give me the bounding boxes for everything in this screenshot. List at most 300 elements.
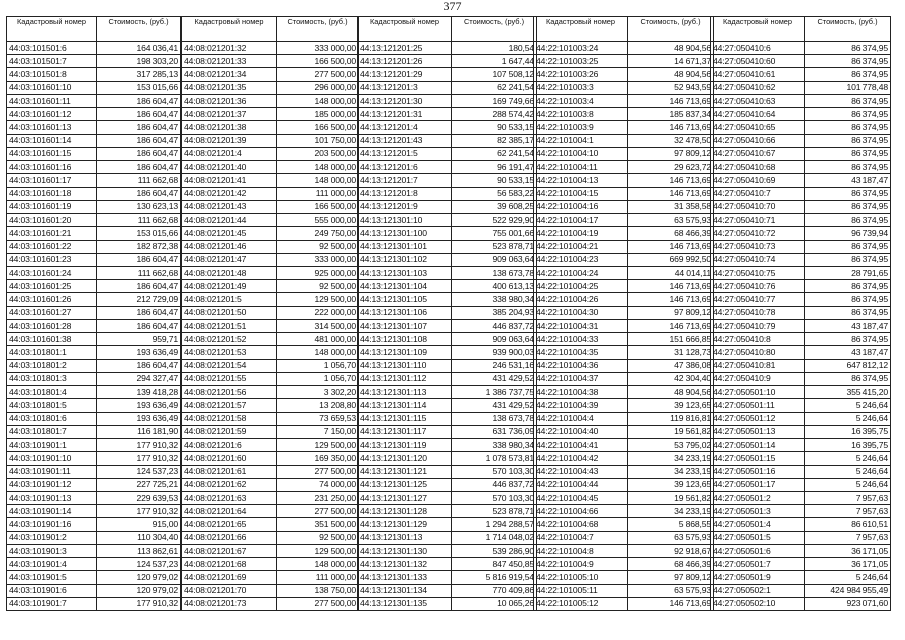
cost-cell: 148 000,00 bbox=[277, 161, 359, 174]
cadastral-number-cell: 44:03:101601:38 bbox=[7, 333, 97, 346]
cadastral-number-cell: 44:03:101801:4 bbox=[7, 386, 97, 399]
cost-cell: 146 713,69 bbox=[628, 293, 714, 306]
cost-cell: 153 015,66 bbox=[97, 227, 181, 240]
cadastral-number-cell: 44:03:101901:10 bbox=[7, 452, 97, 465]
table-row bbox=[7, 227, 181, 240]
table-row bbox=[711, 491, 891, 504]
cost-cell: 86 374,95 bbox=[805, 187, 891, 200]
cadastral-number-cell: 44:08:021201:55 bbox=[182, 372, 277, 385]
cost-cell: 138 673,78 bbox=[452, 412, 537, 425]
table-row bbox=[534, 571, 714, 584]
cadastral-number-cell: 44:08:021201:4 bbox=[182, 147, 277, 160]
cost-cell: 148 000,00 bbox=[277, 94, 359, 107]
cost-cell: 5 868,55 bbox=[628, 518, 714, 531]
cadastral-number-cell: 44:13:121301:121 bbox=[358, 465, 452, 478]
cadastral-number-cell: 44:27:050410:62 bbox=[711, 81, 805, 94]
cadastral-number-cell: 44:22:101005:10 bbox=[534, 571, 628, 584]
cost-cell: 385 204,93 bbox=[452, 306, 537, 319]
table-row bbox=[7, 333, 181, 346]
cost-cell: 148 000,00 bbox=[277, 558, 359, 571]
cost-cell: 44 014,11 bbox=[628, 266, 714, 279]
table-row bbox=[711, 319, 891, 332]
cost-cell: 522 929,90 bbox=[452, 214, 537, 227]
cadastral-number-cell: 44:22:101004:15 bbox=[534, 187, 628, 200]
cost-cell: 5 246,64 bbox=[805, 399, 891, 412]
cost-cell: 355 415,20 bbox=[805, 386, 891, 399]
cadastral-number-cell: 44:13:121301:115 bbox=[358, 412, 452, 425]
table-row bbox=[534, 306, 714, 319]
cost-cell: 231 250,00 bbox=[277, 491, 359, 504]
table-row bbox=[358, 399, 537, 412]
cadastral-number-cell: 44:22:101004:42 bbox=[534, 452, 628, 465]
cost-cell: 5 246,64 bbox=[805, 452, 891, 465]
table-row bbox=[711, 68, 891, 81]
cost-cell: 185 000,00 bbox=[277, 108, 359, 121]
cadastral-number-cell: 44:03:101601:15 bbox=[7, 147, 97, 160]
table-row bbox=[711, 597, 891, 610]
table-row bbox=[7, 68, 181, 81]
table-row bbox=[711, 42, 891, 55]
table-row bbox=[534, 280, 714, 293]
cadastral-number-cell: 44:22:101004:4 bbox=[534, 412, 628, 425]
cadastral-number-cell: 44:08:021201:51 bbox=[182, 319, 277, 332]
table-header-row bbox=[358, 17, 537, 42]
table-row bbox=[358, 505, 537, 518]
table-row bbox=[182, 597, 359, 610]
cadastral-number-cell: 44:22:101004:11 bbox=[534, 161, 628, 174]
table-row bbox=[534, 266, 714, 279]
cost-cell: 82 385,17 bbox=[452, 134, 537, 147]
cadastral-number-cell: 44:27:050410:73 bbox=[711, 240, 805, 253]
cadastral-number-cell: 44:13:121301:103 bbox=[358, 266, 452, 279]
table-row bbox=[534, 425, 714, 438]
table-row bbox=[711, 531, 891, 544]
cost-cell: 86 374,95 bbox=[805, 200, 891, 213]
cost-cell: 86 374,95 bbox=[805, 280, 891, 293]
cadastral-number-cell: 44:03:101601:10 bbox=[7, 81, 97, 94]
cost-cell: 92 500,00 bbox=[277, 531, 359, 544]
cadastral-number-cell: 44:03:101901:7 bbox=[7, 597, 97, 610]
cost-cell: 166 500,00 bbox=[277, 121, 359, 134]
table-row bbox=[7, 55, 181, 68]
table-row bbox=[182, 174, 359, 187]
cost-cell: 148 000,00 bbox=[277, 174, 359, 187]
table-row bbox=[534, 465, 714, 478]
cost-cell: 29 623,72 bbox=[628, 161, 714, 174]
cadastral-table-3 bbox=[357, 16, 537, 611]
cost-cell: 86 374,95 bbox=[805, 121, 891, 134]
cadastral-number-cell: 44:27:050410:70 bbox=[711, 200, 805, 213]
cadastral-number-cell: 44:13:121301:104 bbox=[358, 280, 452, 293]
cost-cell: 146 713,69 bbox=[628, 240, 714, 253]
table-row bbox=[711, 147, 891, 160]
cadastral-number-cell: 44:13:121201:3 bbox=[358, 81, 452, 94]
cost-cell: 193 636,49 bbox=[97, 346, 181, 359]
cost-cell: 10 065,26 bbox=[452, 597, 537, 610]
cadastral-number-cell: 44:08:021201:48 bbox=[182, 266, 277, 279]
table-row bbox=[534, 293, 714, 306]
table-row bbox=[711, 584, 891, 597]
cadastral-number-cell: 44:27:050501:16 bbox=[711, 465, 805, 478]
cadastral-number-cell: 44:22:101004:45 bbox=[534, 491, 628, 504]
cadastral-number-cell: 44:08:021201:42 bbox=[182, 187, 277, 200]
header-cost: Стоимость, (руб.) bbox=[97, 17, 181, 42]
cadastral-number-cell: 44:03:101901:14 bbox=[7, 505, 97, 518]
cadastral-number-cell: 44:08:021201:54 bbox=[182, 359, 277, 372]
cadastral-number-cell: 44:08:021201:38 bbox=[182, 121, 277, 134]
table-row bbox=[182, 42, 359, 55]
cadastral-number-cell: 44:27:050501:7 bbox=[711, 558, 805, 571]
table-row bbox=[358, 531, 537, 544]
cost-cell: 107 508,12 bbox=[452, 68, 537, 81]
table-row bbox=[711, 280, 891, 293]
cadastral-number-cell: 44:27:050410:77 bbox=[711, 293, 805, 306]
cadastral-number-cell: 44:03:101601:17 bbox=[7, 174, 97, 187]
cadastral-number-cell: 44:13:121301:135 bbox=[358, 597, 452, 610]
cost-cell: 5 246,64 bbox=[805, 571, 891, 584]
cadastral-number-cell: 44:27:050410:78 bbox=[711, 306, 805, 319]
cadastral-number-cell: 44:22:101004:43 bbox=[534, 465, 628, 478]
table-row bbox=[534, 399, 714, 412]
cost-cell: 182 872,38 bbox=[97, 240, 181, 253]
cost-cell: 31 358,58 bbox=[628, 200, 714, 213]
table-row bbox=[7, 319, 181, 332]
cost-cell: 92 918,67 bbox=[628, 544, 714, 557]
table-row bbox=[358, 147, 537, 160]
table-row bbox=[7, 505, 181, 518]
table-row bbox=[7, 108, 181, 121]
table-row bbox=[7, 81, 181, 94]
table-row bbox=[534, 319, 714, 332]
table-row bbox=[358, 465, 537, 478]
cost-cell: 68 466,39 bbox=[628, 227, 714, 240]
cost-cell: 111 000,00 bbox=[277, 187, 359, 200]
table-row bbox=[182, 200, 359, 213]
cost-cell: 909 063,64 bbox=[452, 253, 537, 266]
cadastral-number-cell: 44:03:101901:3 bbox=[7, 544, 97, 557]
cadastral-number-cell: 44:03:101601:26 bbox=[7, 293, 97, 306]
table-row bbox=[7, 558, 181, 571]
table-row bbox=[711, 293, 891, 306]
cost-cell: 246 531,16 bbox=[452, 359, 537, 372]
table-row bbox=[358, 306, 537, 319]
cost-cell: 111 662,68 bbox=[97, 174, 181, 187]
table-row bbox=[711, 306, 891, 319]
cost-cell: 424 984 955,49 bbox=[805, 584, 891, 597]
table-row bbox=[534, 253, 714, 266]
cost-cell: 186 604,47 bbox=[97, 253, 181, 266]
cadastral-number-cell: 44:27:050501:4 bbox=[711, 518, 805, 531]
table-row bbox=[182, 518, 359, 531]
cost-cell: 277 500,00 bbox=[277, 68, 359, 81]
table-row bbox=[534, 94, 714, 107]
table-row bbox=[7, 452, 181, 465]
table-row bbox=[534, 531, 714, 544]
cadastral-number-cell: 44:03:101601:19 bbox=[7, 200, 97, 213]
cadastral-number-cell: 44:22:101004:37 bbox=[534, 372, 628, 385]
cadastral-number-cell: 44:22:101005:12 bbox=[534, 597, 628, 610]
cadastral-number-cell: 44:03:101901:12 bbox=[7, 478, 97, 491]
cost-cell: 186 604,47 bbox=[97, 108, 181, 121]
cadastral-number-cell: 44:13:121201:29 bbox=[358, 68, 452, 81]
table-row bbox=[358, 121, 537, 134]
cadastral-number-cell: 44:08:021201:62 bbox=[182, 478, 277, 491]
cost-cell: 146 713,69 bbox=[628, 94, 714, 107]
table-row bbox=[7, 584, 181, 597]
cadastral-number-cell: 44:08:021201:59 bbox=[182, 425, 277, 438]
table-row bbox=[182, 319, 359, 332]
table-row bbox=[182, 280, 359, 293]
cadastral-number-cell: 44:08:021201:66 bbox=[182, 531, 277, 544]
cost-cell: 333 000,00 bbox=[277, 253, 359, 266]
cost-cell: 7 150,00 bbox=[277, 425, 359, 438]
table-row bbox=[358, 333, 537, 346]
cadastral-number-cell: 44:03:101801:7 bbox=[7, 425, 97, 438]
cost-cell: 185 837,34 bbox=[628, 108, 714, 121]
cost-cell: 1 714 048,02 bbox=[452, 531, 537, 544]
cost-cell: 523 878,71 bbox=[452, 240, 537, 253]
cost-cell: 86 374,95 bbox=[805, 372, 891, 385]
cost-cell: 229 639,53 bbox=[97, 491, 181, 504]
cadastral-number-cell: 44:27:050410:6 bbox=[711, 42, 805, 55]
table-row bbox=[358, 584, 537, 597]
header-cost: Стоимость, (руб.) bbox=[452, 17, 537, 42]
cost-cell: 166 500,00 bbox=[277, 200, 359, 213]
cadastral-number-cell: 44:03:101601:13 bbox=[7, 121, 97, 134]
table-row bbox=[7, 280, 181, 293]
cadastral-number-cell: 44:27:050410:61 bbox=[711, 68, 805, 81]
cost-cell: 186 604,47 bbox=[97, 134, 181, 147]
cost-cell: 86 374,95 bbox=[805, 306, 891, 319]
cadastral-number-cell: 44:13:121301:105 bbox=[358, 293, 452, 306]
cost-cell: 101 750,00 bbox=[277, 134, 359, 147]
table-row bbox=[358, 42, 537, 55]
cost-cell: 1 386 737,75 bbox=[452, 386, 537, 399]
table-header-row bbox=[182, 17, 359, 42]
table-row bbox=[7, 571, 181, 584]
cost-cell: 177 910,32 bbox=[97, 452, 181, 465]
page-number: 377 bbox=[443, 0, 462, 13]
cost-cell: 97 809,12 bbox=[628, 306, 714, 319]
cost-cell: 43 187,47 bbox=[805, 346, 891, 359]
table-row bbox=[358, 108, 537, 121]
cadastral-number-cell: 44:13:121201:43 bbox=[358, 134, 452, 147]
cost-cell: 120 979,02 bbox=[97, 584, 181, 597]
table-row bbox=[534, 491, 714, 504]
cadastral-number-cell: 44:08:021201:65 bbox=[182, 518, 277, 531]
table-row bbox=[182, 584, 359, 597]
cadastral-number-cell: 44:08:021201:52 bbox=[182, 333, 277, 346]
cost-cell: 90 533,15 bbox=[452, 174, 537, 187]
cost-cell: 915,00 bbox=[97, 518, 181, 531]
cost-cell: 481 000,00 bbox=[277, 333, 359, 346]
cost-cell: 39 608,25 bbox=[452, 200, 537, 213]
cost-cell: 139 418,28 bbox=[97, 386, 181, 399]
cost-cell: 28 791,65 bbox=[805, 266, 891, 279]
table-row bbox=[7, 412, 181, 425]
cadastral-number-cell: 44:03:101601:16 bbox=[7, 161, 97, 174]
cost-cell: 186 604,47 bbox=[97, 306, 181, 319]
cost-cell: 186 604,47 bbox=[97, 121, 181, 134]
table-row bbox=[358, 55, 537, 68]
cadastral-number-cell: 44:08:021201:58 bbox=[182, 412, 277, 425]
cadastral-number-cell: 44:08:021201:49 bbox=[182, 280, 277, 293]
table-row bbox=[358, 253, 537, 266]
table-row bbox=[711, 544, 891, 557]
cost-cell: 770 409,86 bbox=[452, 584, 537, 597]
table-row bbox=[358, 359, 537, 372]
cadastral-number-cell: 44:13:121301:100 bbox=[358, 227, 452, 240]
cost-cell: 124 537,23 bbox=[97, 558, 181, 571]
cadastral-number-cell: 44:27:050410:74 bbox=[711, 253, 805, 266]
table-row bbox=[182, 478, 359, 491]
cost-cell: 446 837,72 bbox=[452, 478, 537, 491]
table-row bbox=[182, 214, 359, 227]
cadastral-number-cell: 44:13:121201:26 bbox=[358, 55, 452, 68]
cost-cell: 198 303,20 bbox=[97, 55, 181, 68]
table-row bbox=[534, 68, 714, 81]
cost-cell: 119 816,81 bbox=[628, 412, 714, 425]
cost-cell: 13 208,80 bbox=[277, 399, 359, 412]
table-row bbox=[358, 544, 537, 557]
cost-cell: 62 241,54 bbox=[452, 147, 537, 160]
table-row bbox=[182, 465, 359, 478]
table-row bbox=[534, 333, 714, 346]
cadastral-number-cell: 44:13:121201:25 bbox=[358, 42, 452, 55]
table-row bbox=[7, 306, 181, 319]
table-row bbox=[182, 505, 359, 518]
table-row bbox=[7, 597, 181, 610]
cadastral-number-cell: 44:03:101901:6 bbox=[7, 584, 97, 597]
cost-cell: 180,54 bbox=[452, 42, 537, 55]
table-row bbox=[534, 346, 714, 359]
cadastral-number-cell: 44:13:121201:6 bbox=[358, 161, 452, 174]
cost-cell: 5 816 919,54 bbox=[452, 571, 537, 584]
cadastral-number-cell: 44:27:050410:79 bbox=[711, 319, 805, 332]
table-row bbox=[358, 372, 537, 385]
cost-cell: 186 604,47 bbox=[97, 319, 181, 332]
cadastral-number-cell: 44:13:121301:107 bbox=[358, 319, 452, 332]
cost-cell: 63 575,93 bbox=[628, 531, 714, 544]
cadastral-number-cell: 44:03:101501:6 bbox=[7, 42, 97, 55]
table-row bbox=[534, 240, 714, 253]
cadastral-number-cell: 44:22:101004:10 bbox=[534, 147, 628, 160]
cadastral-number-cell: 44:13:121201:4 bbox=[358, 121, 452, 134]
cost-cell: 212 729,09 bbox=[97, 293, 181, 306]
table-row bbox=[534, 544, 714, 557]
cadastral-number-cell: 44:27:050501:3 bbox=[711, 505, 805, 518]
cadastral-table-5 bbox=[710, 16, 891, 611]
table-row bbox=[358, 68, 537, 81]
table-row bbox=[534, 134, 714, 147]
cadastral-number-cell: 44:13:121201:31 bbox=[358, 108, 452, 121]
cadastral-number-cell: 44:13:121301:128 bbox=[358, 505, 452, 518]
table-row bbox=[711, 121, 891, 134]
cadastral-number-cell: 44:22:101005:11 bbox=[534, 584, 628, 597]
cost-cell: 63 575,93 bbox=[628, 214, 714, 227]
table-row bbox=[182, 147, 359, 160]
table-row bbox=[7, 544, 181, 557]
table-row bbox=[358, 412, 537, 425]
cadastral-number-cell: 44:27:050410:68 bbox=[711, 161, 805, 174]
cost-cell: 847 450,85 bbox=[452, 558, 537, 571]
cost-cell: 86 610,51 bbox=[805, 518, 891, 531]
cadastral-number-cell: 44:08:021201:36 bbox=[182, 94, 277, 107]
cadastral-number-cell: 44:22:101003:4 bbox=[534, 94, 628, 107]
table-row bbox=[534, 187, 714, 200]
table-row bbox=[182, 81, 359, 94]
table-row bbox=[7, 293, 181, 306]
table-row bbox=[182, 372, 359, 385]
cadastral-number-cell: 44:08:021201:57 bbox=[182, 399, 277, 412]
table-row bbox=[534, 121, 714, 134]
cost-cell: 101 778,48 bbox=[805, 81, 891, 94]
cadastral-number-cell: 44:08:021201:39 bbox=[182, 134, 277, 147]
cost-cell: 203 500,00 bbox=[277, 147, 359, 160]
cadastral-number-cell: 44:27:050410:60 bbox=[711, 55, 805, 68]
cadastral-number-cell: 44:08:021201:6 bbox=[182, 439, 277, 452]
table-row bbox=[182, 55, 359, 68]
table-row bbox=[358, 597, 537, 610]
table-row bbox=[182, 161, 359, 174]
cadastral-number-cell: 44:13:121301:114 bbox=[358, 399, 452, 412]
cost-cell: 120 979,02 bbox=[97, 571, 181, 584]
cadastral-number-cell: 44:08:021201:41 bbox=[182, 174, 277, 187]
cadastral-table-1 bbox=[6, 16, 181, 611]
table-row bbox=[534, 478, 714, 491]
cadastral-number-cell: 44:27:050410:8 bbox=[711, 333, 805, 346]
table-row bbox=[358, 478, 537, 491]
cost-cell: 43 187,47 bbox=[805, 319, 891, 332]
cadastral-number-cell: 44:03:101601:27 bbox=[7, 306, 97, 319]
cadastral-number-cell: 44:08:021201:64 bbox=[182, 505, 277, 518]
cost-cell: 1 056,70 bbox=[277, 372, 359, 385]
cadastral-number-cell: 44:22:101004:17 bbox=[534, 214, 628, 227]
cadastral-number-cell: 44:08:021201:50 bbox=[182, 306, 277, 319]
table-row bbox=[358, 187, 537, 200]
cost-cell: 923 071,60 bbox=[805, 597, 891, 610]
table-row bbox=[7, 253, 181, 266]
cost-cell: 146 713,69 bbox=[628, 174, 714, 187]
cadastral-number-cell: 44:13:121301:119 bbox=[358, 439, 452, 452]
table-row bbox=[534, 214, 714, 227]
table-row bbox=[711, 425, 891, 438]
cadastral-number-cell: 44:27:050501:10 bbox=[711, 386, 805, 399]
cadastral-number-cell: 44:27:050410:69 bbox=[711, 174, 805, 187]
cadastral-number-cell: 44:08:021201:34 bbox=[182, 68, 277, 81]
cost-cell: 111 662,68 bbox=[97, 266, 181, 279]
cadastral-number-cell: 44:22:101004:66 bbox=[534, 505, 628, 518]
cadastral-number-cell: 44:22:101003:24 bbox=[534, 42, 628, 55]
cadastral-number-cell: 44:03:101601:14 bbox=[7, 134, 97, 147]
cost-cell: 186 604,47 bbox=[97, 94, 181, 107]
table-row bbox=[534, 597, 714, 610]
table-header-row bbox=[534, 17, 714, 42]
table-row bbox=[182, 94, 359, 107]
table-row bbox=[358, 452, 537, 465]
table-row bbox=[358, 227, 537, 240]
cost-cell: 74 000,00 bbox=[277, 478, 359, 491]
cost-cell: 755 001,66 bbox=[452, 227, 537, 240]
cadastral-number-cell: 44:03:101501:7 bbox=[7, 55, 97, 68]
table-row bbox=[182, 531, 359, 544]
cost-cell: 39 123,65 bbox=[628, 478, 714, 491]
cost-cell: 34 233,19 bbox=[628, 452, 714, 465]
table-row bbox=[7, 94, 181, 107]
cadastral-number-cell: 44:03:101801:1 bbox=[7, 346, 97, 359]
table-row bbox=[182, 491, 359, 504]
cost-cell: 523 878,71 bbox=[452, 505, 537, 518]
